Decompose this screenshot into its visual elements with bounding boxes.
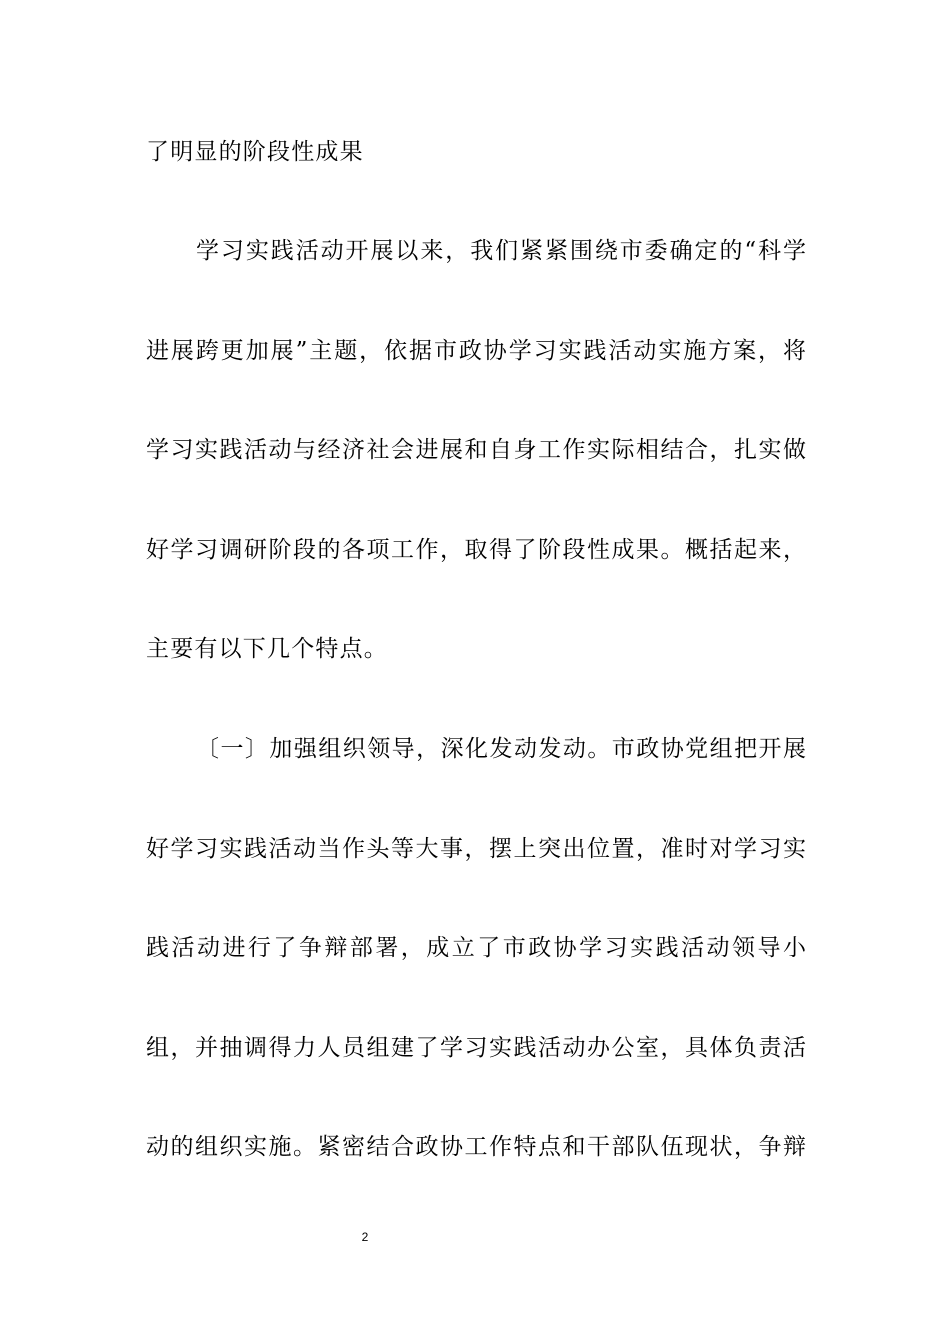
text-line: 动的组织实施。紧密结合政协工作特点和干部队伍现状，争辩 [146,1134,806,1160]
text-line: 践活动进行了争辩部署，成立了市政协学习实践活动领导小 [146,935,806,961]
text-line: 组，并抽调得力人员组建了学习实践活动办公室，具体负责活 [146,1035,806,1061]
text-line: 好学习实践活动当作头等大事，摆上突出位置，准时对学习实 [146,836,806,862]
text-line: 好学习调研阶段的各项工作，取得了阶段性成果。概括起来， [146,537,806,563]
page-number: 2 [361,1230,369,1244]
text-line: 学习实践活动与经济社会进展和自身工作实际相结合，扎实做 [146,437,806,463]
text-line: 主要有以下几个特点。 [146,636,388,662]
text-line: 了明显的阶段性成果 [146,139,364,165]
paragraph-first-line: 学习实践活动开展以来，我们紧紧围绕市委确定的“科学 [196,238,806,264]
paragraph-first-line: 〔一〕加强组织领导，深化发动发动。市政协党组把开展 [196,736,806,762]
text-line: 进展跨更加展”主题，依据市政协学习实践活动实施方案，将 [146,338,806,364]
